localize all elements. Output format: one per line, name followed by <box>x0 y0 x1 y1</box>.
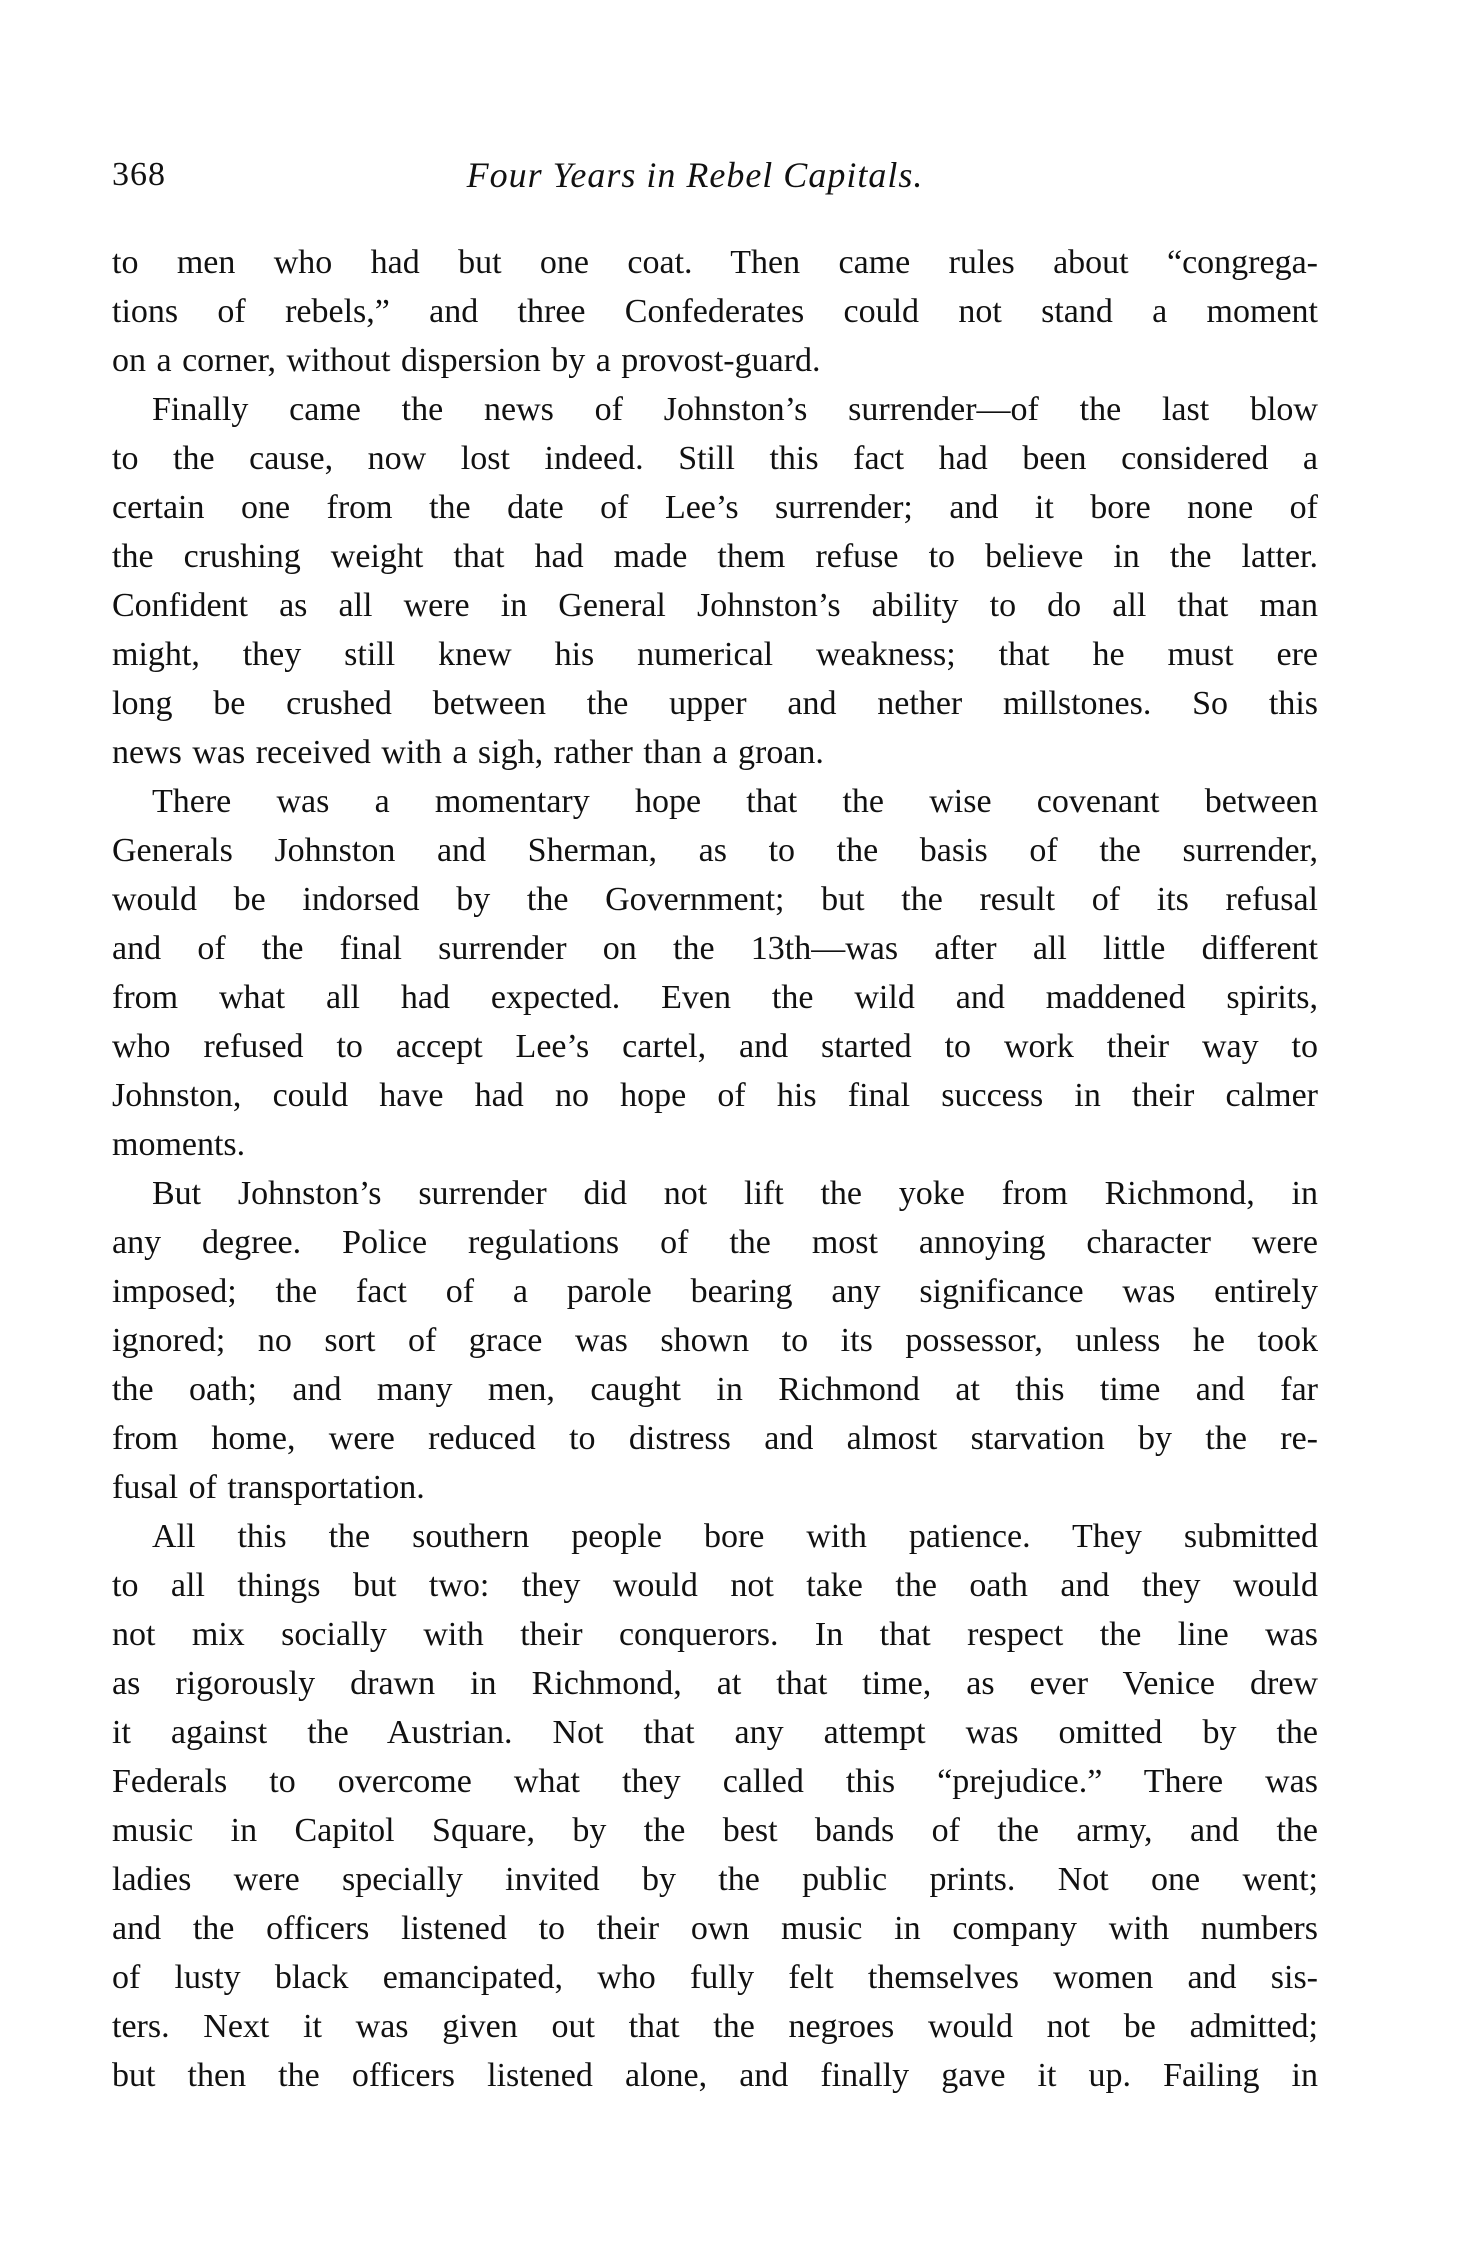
text-line: on a corner, without dispersion by a provost-guard. <box>112 342 821 379</box>
text-line: who refused to accept Lee’s cartel, and started to work their way to <box>112 1028 1318 1065</box>
text-line: from what all had expected. Even the wild and maddened spirits, <box>112 979 1318 1016</box>
text-line: would be indorsed by the Government; but the result of its refusal <box>112 881 1318 918</box>
text-line: news was received with a sigh, rather than a groan. <box>112 734 824 771</box>
text-line: any degree. Police regulations of the most annoying character were <box>112 1224 1318 1261</box>
text-line: but then the officers listened alone, and finally gave it up. Failing in <box>112 2057 1318 2094</box>
paragraph-first-line: But Johnston’s surrender did not lift the yoke from Richmond, in <box>152 1175 1318 1212</box>
text-line: Confident as all were in General Johnston’s ability to do all that man <box>112 587 1318 624</box>
text-line: ters. Next it was given out that the negroes would not be admitted; <box>112 2008 1318 2045</box>
paragraph-first-line: All this the southern people bore with patience. They submitted <box>152 1518 1318 1555</box>
text-line: and the officers listened to their own music in company with numbers <box>112 1910 1318 1947</box>
text-line: of lusty black emancipated, who fully felt themselves women and sis- <box>112 1959 1318 1996</box>
text-line: ladies were specially invited by the public prints. Not one went; <box>112 1861 1318 1898</box>
paragraph-first-line: Finally came the news of Johnston’s surrender—of the last blow <box>152 391 1318 428</box>
text-line: to the cause, now lost indeed. Still this fact had been considered a <box>112 440 1318 477</box>
running-title: Four Years in Rebel Capitals. <box>466 155 924 195</box>
text-line: Generals Johnston and Sherman, as to the basis of the surrender, <box>112 832 1318 869</box>
text-line: to men who had but one coat. Then came rules about “congrega- <box>112 244 1318 281</box>
text-line: the oath; and many men, caught in Richmond at this time and far <box>112 1371 1318 1408</box>
text-line: Johnston, could have had no hope of his final success in their calmer <box>112 1077 1318 1114</box>
paragraph-first-line: There was a momentary hope that the wise covenant between <box>152 783 1318 820</box>
text-line: moments. <box>112 1126 246 1163</box>
text-line: music in Capitol Square, by the best bands of the army, and the <box>112 1812 1318 1849</box>
page-number: 368 <box>112 156 166 193</box>
text-line: the crushing weight that had made them refuse to believe in the latter. <box>112 538 1318 575</box>
text-line: might, they still knew his numerical weakness; that he must ere <box>112 636 1318 673</box>
text-line: imposed; the fact of a parole bearing any significance was entirely <box>112 1273 1318 1310</box>
text-line: ignored; no sort of grace was shown to its possessor, unless he took <box>112 1322 1318 1359</box>
running-head <box>112 150 1318 200</box>
text-line: it against the Austrian. Not that any attempt was omitted by the <box>112 1714 1318 1751</box>
text-line: fusal of transportation. <box>112 1469 425 1506</box>
text-line: tions of rebels,” and three Confederates could not stand a moment <box>112 293 1318 330</box>
text-line: Federals to overcome what they called this “prejudice.” There was <box>112 1763 1318 1800</box>
body-text <box>112 238 1318 2100</box>
text-line: as rigorously drawn in Richmond, at that time, as ever Venice drew <box>112 1665 1318 1702</box>
text-line: from home, were reduced to distress and almost starvation by the re- <box>112 1420 1318 1457</box>
text-line: long be crushed between the upper and nether millstones. So this <box>112 685 1318 722</box>
text-line: not mix socially with their conquerors. In that respect the line was <box>112 1616 1318 1653</box>
text-line: to all things but two: they would not take the oath and they would <box>112 1567 1318 1604</box>
text-line: certain one from the date of Lee’s surrender; and it bore none of <box>112 489 1318 526</box>
text-line: and of the final surrender on the 13th—was after all little different <box>112 930 1318 967</box>
